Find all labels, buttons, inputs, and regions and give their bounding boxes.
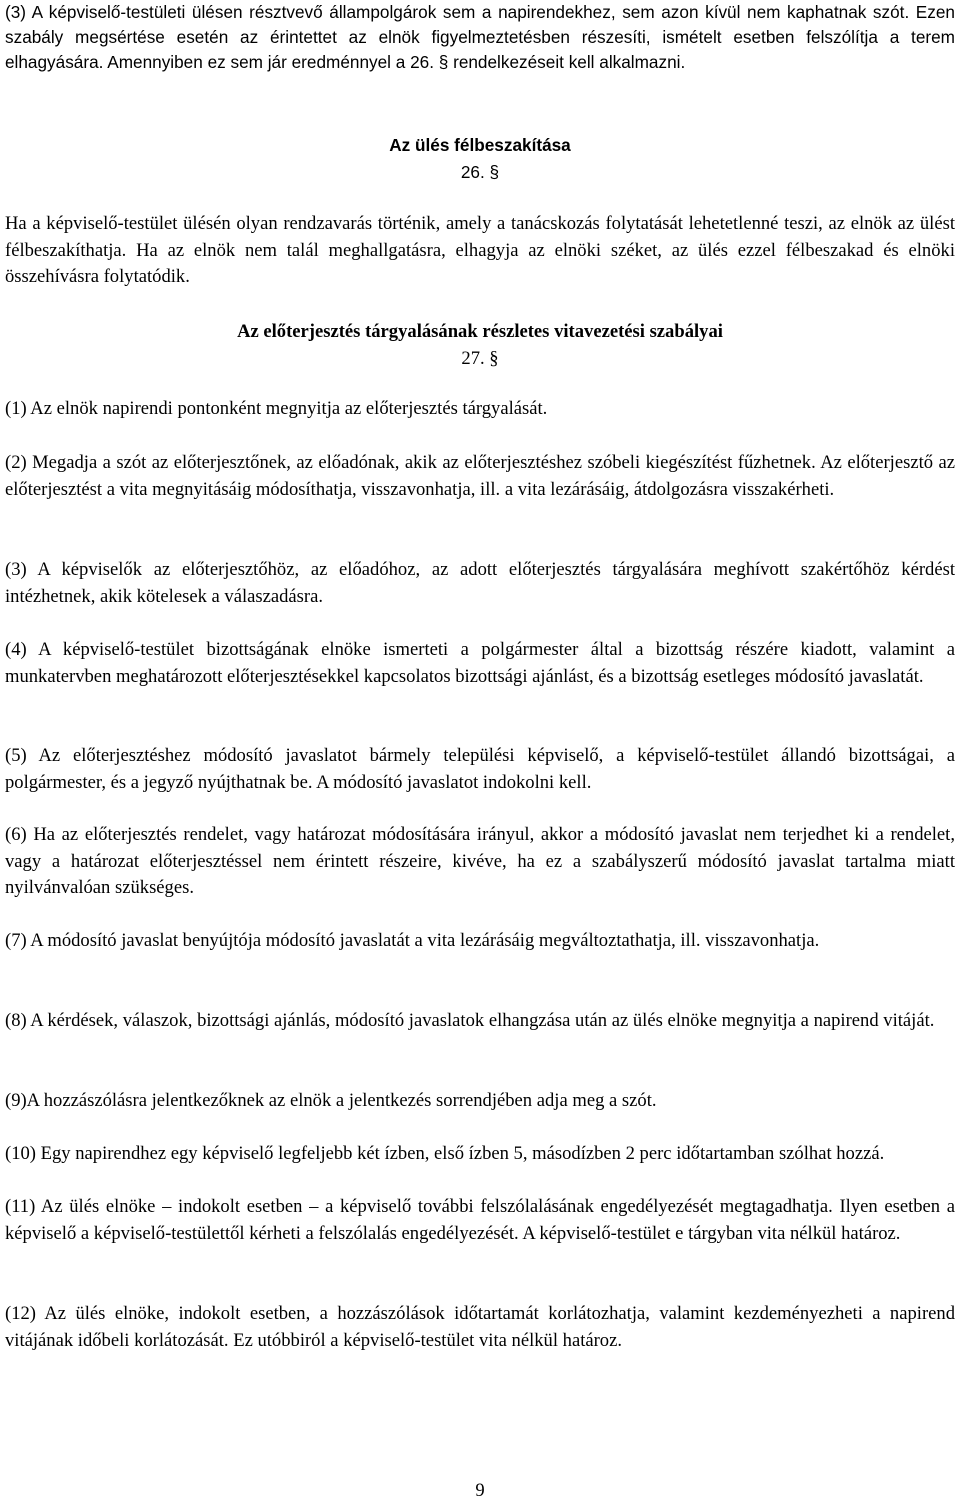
paragraph-27-8: (8) A kérdések, válaszok, bizottsági ajánlás, módosító javaslatok elhangzása után az ülés elnöke megnyitja a napirend vitáját. xyxy=(5,1010,935,1031)
paragraph-27-11: (11) Az ülés elnöke – indokolt esetben – a képviselő további felszólalásának engedélyezését megtagadhatja. Ilyen esetben a képviselő a képviselő-testülettől kérheti a felszólalás engedélyezését. A képviselő-testület e tárgyban vita nélkül határoz. xyxy=(5,1196,955,1244)
section-27-number: 27. § xyxy=(461,348,499,369)
section-26-number: 26. § xyxy=(460,162,500,182)
paragraph-27-7: (7) A módosító javaslat benyújtója módosító javaslatát a vita lezárásáig megváltoztathatja, ill. visszavonhatja. xyxy=(5,930,820,951)
paragraph-27-2: (2) Megadja a szót az előterjesztőnek, az előadónak, akik az előterjesztéshez szóbeli kiegészítést fűzhetnek. Az előterjesztő az előterjesztést a vita megnyitásáig módosíthatja, visszavonhatja, ill. a vita lezárásáig, átdolgozásra visszakérheti. xyxy=(5,452,955,500)
paragraph-27-3: (3) A képviselők az előterjesztőhöz, az előadóhoz, az adott előterjesztés tárgyalására meghívott szakértőhöz kérdést intézhetnek, akik kötelesek a válaszadásra. xyxy=(5,559,955,607)
paragraph-27-6: (6) Ha az előterjesztés rendelet, vagy határozat módosítására irányul, akkor a módosító javaslat nem terjedhet ki a rendelet, vagy a határozat előterjesztéssel nem érintett részeire, kivéve, ha ez a szabályszerű módosító javaslat tartalma miatt nyilvánvalóan szükséges. xyxy=(5,824,955,898)
paragraph-3-citizens-speech: (3) A képviselő-testületi ülésen résztvevő állampolgárok sem a napirendekhez, sem azon kívül nem kaphatnak szót. Ezen szabály megsértése esetén az érintettet az elnök figyelmeztetésben részesíti, ismételt esetben felszólítja a terem elhagyására. Amennyiben ez sem jár eredménnyel a 26. § rendelkezéseit kell alkalmazni. xyxy=(5,2,955,72)
paragraph-27-10: (10) Egy napirendhez egy képviselő legfeljebb két ízben, első ízben 5, másodízben 2 perc időtartamban szólhat hozzá. xyxy=(5,1143,885,1164)
paragraph-27-4: (4) A képviselő-testület bizottságának elnöke ismerteti a polgármester által a bizottság részére kiadott, valamint a munkatervben meghatározott előterjesztésekkel kapcsolatos bizottsági ajánlást, és a bizottság esetleges módosító javaslatát. xyxy=(5,639,955,687)
section-27-heading: Az előterjesztés tárgyalásának részletes vitavezetési szabályai xyxy=(237,321,723,342)
page-number: 9 xyxy=(475,1480,485,1501)
section-26-heading: Az ülés félbeszakítása xyxy=(389,135,571,155)
paragraph-27-12: (12) Az ülés elnöke, indokolt esetben, a hozzászólások időtartamát korlátozhatja, valamint kezdeményezheti a napirend vitájának időbeli korlátozását. Ez utóbbiról a képviselő-testület vita nélkül határoz. xyxy=(5,1303,955,1351)
section-26-text: Ha a képviselő-testület ülésén olyan rendzavarás történik, amely a tanácskozás folytatását lehetetlenné teszi, az elnök az ülést félbeszakíthatja. Ha az elnök nem talál meghallgatásra, elhagyja az elnöki széket, az ülés ezzel félbeszakad és elnöki összehívásra folytatódik. xyxy=(5,213,955,287)
paragraph-27-1: (1) Az elnök napirendi pontonként megnyitja az előterjesztés tárgyalását. xyxy=(5,398,548,419)
paragraph-27-9: (9)A hozzászólásra jelentkezőknek az elnök a jelentkezés sorrendjében adja meg a szót. xyxy=(5,1090,657,1111)
paragraph-27-5: (5) Az előterjesztéshez módosító javaslatot bármely települési képviselő, a képviselő-testület állandó bizottságai, a polgármester, és a jegyző nyújthatnak be. A módosító javaslatot indokolni kell. xyxy=(5,745,955,793)
